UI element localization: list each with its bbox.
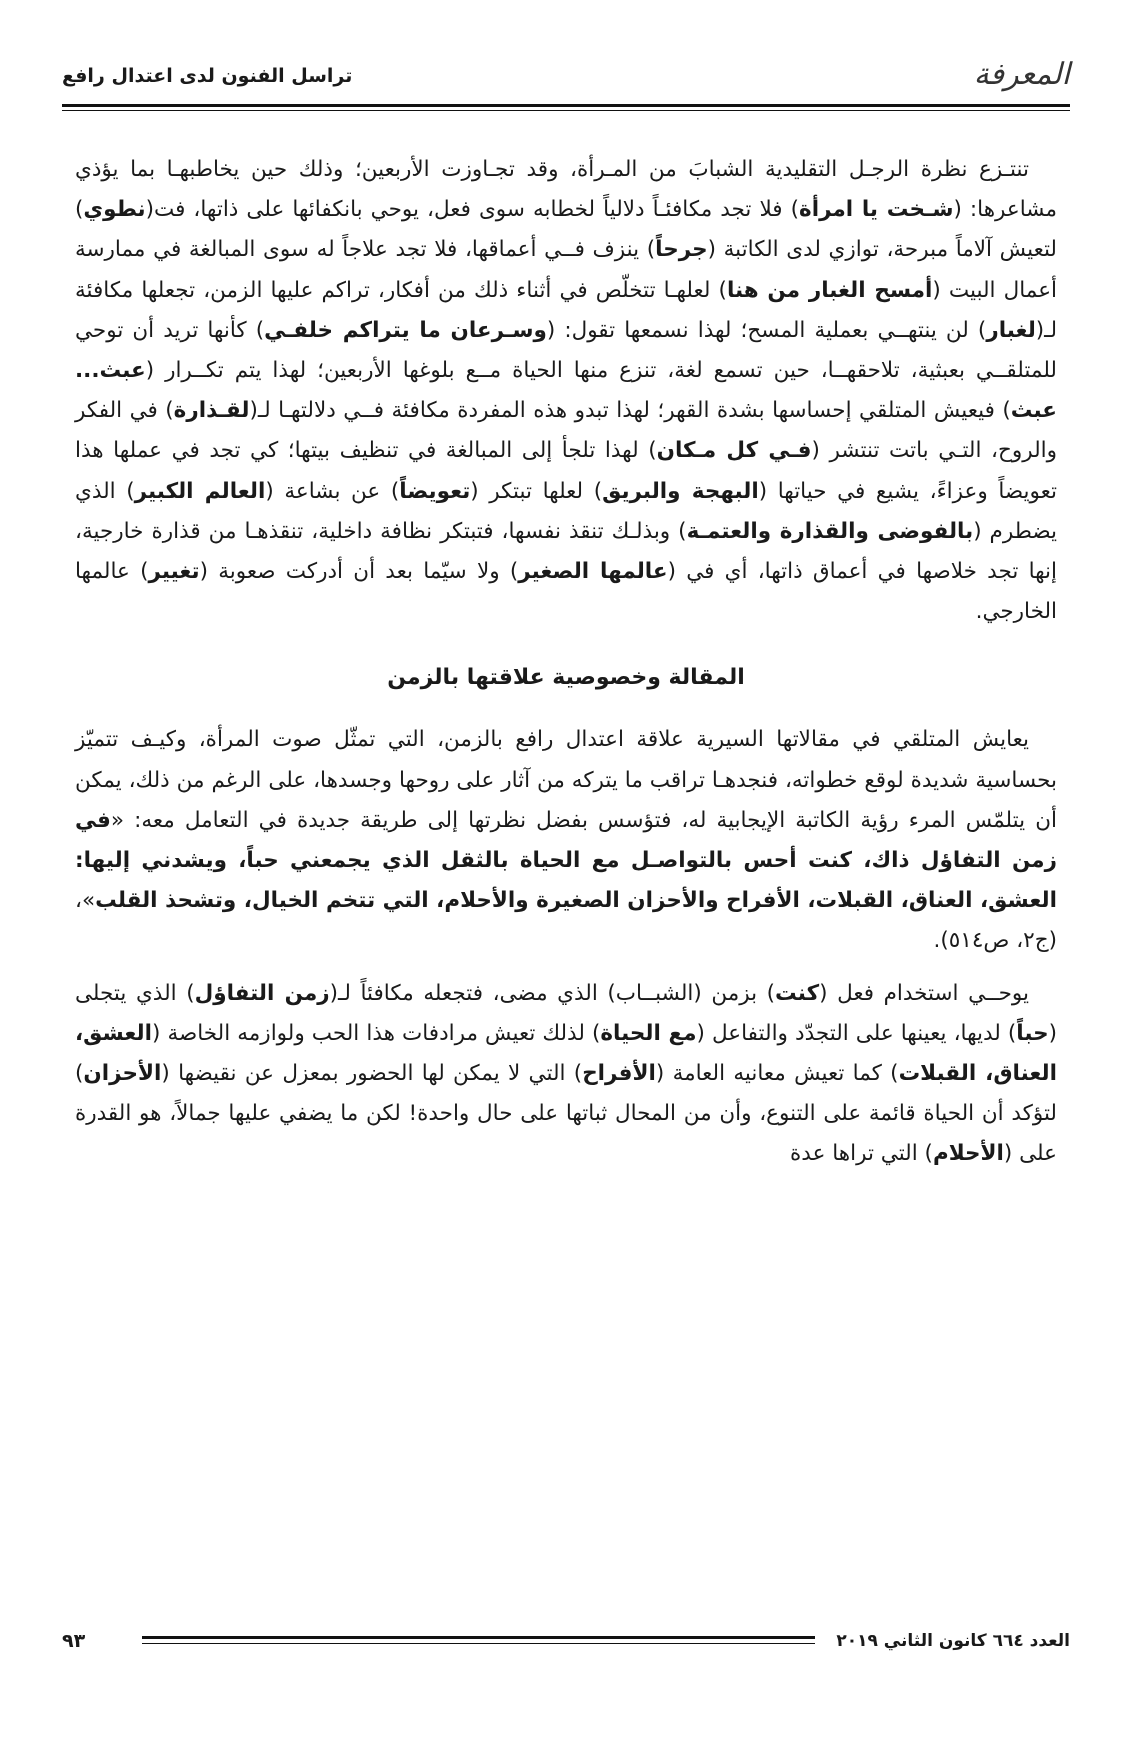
bold-quote: تغيير	[148, 559, 200, 585]
text-run: ) لهذا تلجأ إلى المبالغة في تنظيف بيتها؛ كي تجد في عملها هذا تعويضاً وعزاءً، يشيع في حياتها (	[75, 438, 1057, 504]
bold-quote: أمسح الغبار من هنا	[726, 277, 933, 303]
section-heading: المقالة وخصوصية علاقتها بالزمن	[387, 665, 745, 691]
text-run: ) لتعيش آلاماً مبرحة، توازي لدى الكاتبة (	[75, 197, 1057, 263]
bold-quote: الأحلام	[932, 1141, 1004, 1167]
text-run: ) ينزف فــي أعماقها، فلا تجد علاجاً له سوى المبالغة في ممارسة أعمال البيت (	[75, 237, 1057, 303]
bold-quote: حباً	[1016, 1020, 1049, 1046]
bold-quote: عبث... عبث	[75, 358, 1057, 424]
page-number: ٩٣	[62, 1630, 86, 1652]
text-run: ) فلا تجد مكافئـاً دلالياً لخطابه سوى فعل، يوحي بانكفائها على ذاتها، فت(	[145, 197, 800, 223]
paragraph-1	[75, 150, 1057, 632]
text-run: ) الذي يتجلى (	[75, 980, 1058, 1046]
bold-quote: الأحزان	[83, 1061, 162, 1087]
text-run: ) فيعيش المتلقي إحساسها بشدة القهر؛ لهذا تبدو هذه المفردة مكافئة فــي دلالتهـا لـ(	[249, 398, 1011, 424]
text-run: ) الذي يضطرم (	[75, 478, 1057, 544]
journal-logo: المعرفة	[973, 57, 1070, 92]
bold-quote: العالم الكبير	[134, 478, 266, 504]
bold-quote: نطوي	[83, 197, 146, 223]
bold-quote: تعويضاً	[399, 478, 471, 504]
text-run: ) عن بشاعة (	[265, 478, 400, 504]
text-run: ) لعلها تبتكر (	[470, 478, 603, 504]
text-run: »، (ج٢، ص٥١٤).	[75, 888, 1057, 954]
bold-quote: الأفراح	[582, 1061, 656, 1087]
bold-quote: كنت	[775, 980, 820, 1006]
text-run: ) بزمن (الشبــاب) الذي مضى، فتجعله مكافئاً لـ(	[329, 980, 776, 1006]
bold-quote: العشق، العناق، القبلات	[75, 1020, 1057, 1087]
running-title: تراسل الفنون لدى اعتدال رافع	[62, 65, 353, 87]
bold-quote: فـي كل مـكان	[656, 438, 812, 464]
header-rule-thin	[62, 110, 1070, 111]
text-run: ) كما تعيش معانيه العامة (	[655, 1061, 899, 1087]
text-run: ) التي لا يمكن لها الحضور بمعزل عن نقيضها (	[161, 1061, 583, 1087]
article-body	[75, 150, 1057, 1175]
page-footer	[62, 1628, 1070, 1658]
text-run: تنتـزع نظرة الرجـل التقليدية الشبابَ من المـرأة، وقد تجـاوزت الأربعين؛ وذلك حين يخاطبهـا بما يؤذي مشاعرها: (	[75, 157, 1057, 223]
paragraph-2	[75, 720, 1057, 961]
bold-quote: لقـذارة	[173, 398, 250, 424]
text-run: ) وبذلـك تنقذ نفسها، فتبتكر نظافة داخلية، تنقذهـا من قذارة خارجية، إنها تجد خلاصها في أعماق ذاتها، أي في (	[75, 518, 1058, 585]
bold-quote: مع الحياة	[600, 1020, 697, 1046]
text-run: ) لديها، يعينها على التجدّد والتفاعل (	[696, 1020, 1017, 1046]
bold-quote: جرحاً	[655, 237, 708, 263]
text-run: ) لذلك تعيش مرادفات هذا الحب ولوازمه الخاصة (	[152, 1020, 601, 1046]
bold-quote: زمن التفاؤل	[194, 980, 330, 1006]
bold-quote: شـخت يا امرأة	[799, 197, 954, 223]
bold-quote: البهجة والبريق	[602, 478, 759, 504]
paragraph-3	[75, 974, 1057, 1175]
footer-rule-thin	[142, 1643, 815, 1644]
text-run: ) كأنها تريد أن توحي للمتلقــي بعبثية، تلاحقهــا، حين تسمع لغة، تنزع منها الحياة مــع بلوغها الأربعين؛ لهذا يتم تكــرار (	[75, 317, 1057, 384]
bold-quote: في زمن التفاؤل ذاك، كنت أحس بالتواصـل مع الحياة بالثقل الذي يجمعني حباً، ويشدني إليها: العشق، العناق، القبلات، الأفراح والأحزان الصغيرة والأحلام، التي تتخم الخيال، وتشحذ القلب	[75, 807, 1057, 914]
page-header	[62, 58, 1070, 98]
text-run: ) لعلهـا تتخلّص في أثناء ذلك من أفكار، تراكم عليها الزمن، تجعلها مكافئة لـ(	[75, 277, 1058, 343]
bold-quote: وسـرعان ما يتراكم خلفـي	[264, 317, 547, 343]
text-run: ) عالمها الخارجي.	[75, 559, 1057, 625]
text-run: ) ولا سيّما بعد أن أدركت صعوبة (	[199, 559, 519, 585]
text-run: ) لن ينتهــي بعملية المسح؛ لهذا نسمعها تقول: (	[546, 317, 987, 343]
text-run: ) في الفكر والروح، التـي باتت تنتشر (	[75, 398, 1057, 464]
text-run: يعايش المتلقي في مقالاتها السيرية علاقة اعتدال رافع بالزمن، التي تمثّل صوت المرأة، وكيـف تتميّز بحساسية شديدة لوقع خطواته، فنجدهـا تراقب ما يتركه من آثار على روحها وجسدها، على الرغم من ذلك، يمكن أن يتلمّس المرء رؤية الكاتبة الإيجابية له، فتؤسس بفضل نظرتها إلى طريقة جديدة في التعامل معه: «	[75, 727, 1057, 833]
bold-quote: عالمها الصغير	[518, 559, 668, 585]
footer-rule	[142, 1636, 815, 1639]
issue-label: العدد ٦٦٤ كانون الثاني ٢٠١٩	[836, 1631, 1070, 1651]
text-run: ) لتؤكد أن الحياة قائمة على التنوع، وأن من المحال ثباتها على حال واحدة! لكن ما يضفي عليها جمالاً، هو القدرة على (	[75, 1061, 1057, 1167]
bold-quote: لغبار	[986, 317, 1036, 343]
header-rule	[62, 104, 1070, 107]
bold-quote: بالفوضى والقذارة والعتمـة	[686, 518, 974, 544]
text-run: ) التي تراها عدة	[790, 1141, 933, 1167]
text-run: يوحــي استخدام فعل (	[819, 980, 1029, 1006]
